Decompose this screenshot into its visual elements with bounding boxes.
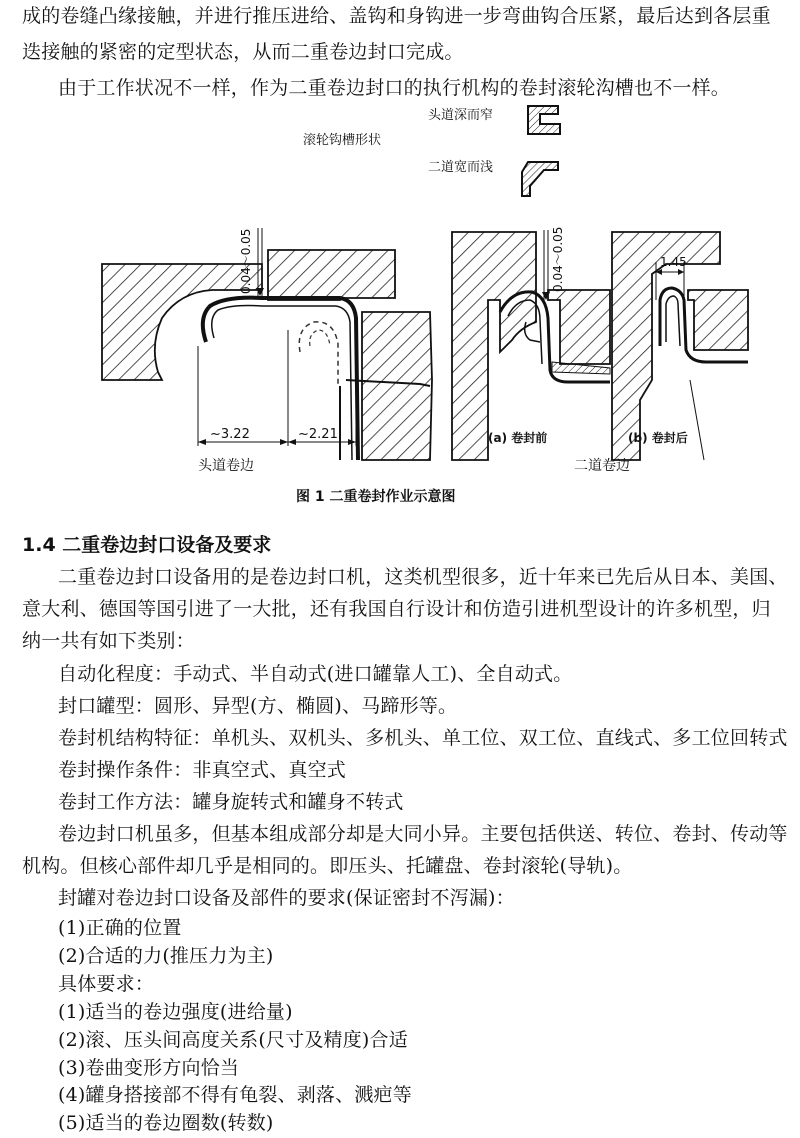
label-after: (b) 卷封后 — [628, 431, 688, 445]
detail-3: (3)卷曲变形方向恰当 — [58, 1057, 240, 1079]
para3: 封罐对卷边封口设备及部件的要求(保证密封不泻漏)： — [58, 887, 515, 909]
intro-line-1: 成的卷缝凸缘接触，并进行推压进给、盖钩和身钩进一步弯曲钩合压紧，最后达到各层重 — [22, 5, 771, 27]
dim-gap-right: 0.04～0.05 — [551, 226, 565, 292]
label-second-operation: 二道卷边 — [574, 458, 630, 474]
category-condition: 卷封操作条件：非真空式、真空式 — [58, 759, 347, 781]
groove-second-label: 二道宽而浅 — [428, 160, 494, 175]
detail-5: (5)适当的卷边圈数(转数) — [58, 1112, 274, 1134]
para2-line-2: 机构。但核心部件却几乎是相同的。即压头、托罐盘、卷封滚轮(导轨)。 — [22, 855, 633, 877]
dim-2-21: ~2.21 — [298, 427, 338, 442]
requirement-1: (1)正确的位置 — [58, 917, 182, 939]
label-first-operation: 头道卷边 — [198, 458, 254, 474]
groove-shape-label: 滚轮钩槽形状 — [303, 133, 382, 148]
category-can-type: 封口罐型：圆形、异型(方、椭圆)、马蹄形等。 — [58, 695, 458, 717]
second-operation-diagram — [452, 230, 748, 460]
category-structure: 卷封机结构特征：单机头、双机头、多机头、单工位、双工位、直线式、多工位回转式 — [58, 727, 788, 749]
detail-2: (2)滚、压头间高度关系(尺寸及精度)合适 — [58, 1029, 408, 1051]
detail-1: (1)适当的卷边强度(进给量) — [58, 1001, 293, 1023]
groove-deep-icon — [528, 106, 560, 134]
groove-first-label: 头道深而窄 — [428, 108, 494, 123]
intro-line-2: 迭接触的紧密的定型状态，从而二重卷边封口完成。 — [22, 41, 464, 63]
groove-shallow-icon — [522, 162, 558, 196]
requirement-2: (2)合适的力(推压力为主) — [58, 945, 274, 967]
para2-line-1: 卷边封口机虽多，但基本组成部分却是大同小异。主要包括供送、转位、卷封、传动等 — [58, 823, 788, 845]
category-method: 卷封工作方法：罐身旋转式和罐身不转式 — [58, 791, 404, 813]
intro-line-3: 由于工作状况不一样，作为二重卷边封口的执行机构的卷封滚轮沟槽也不一样。 — [58, 77, 731, 99]
detail-4: (4)罐身搭接部不得有龟裂、剥落、溅疤等 — [58, 1084, 412, 1106]
para1-line-1: 二重卷边封口设备用的是卷边封口机，这类机型很多，近十年来已先后从日本、美国、 — [58, 566, 788, 588]
first-operation-diagram — [102, 228, 432, 460]
section-heading: 1.4 二重卷边封口设备及要求 — [22, 534, 272, 556]
para1-line-2: 意大利、德国等国引进了一大批，还有我国自行设计和仿造引进机型设计的许多机型，归 — [22, 598, 771, 620]
category-automation: 自动化程度：手动式、半自动式(进口罐靠人工)、全自动式。 — [58, 663, 573, 685]
para1-line-3: 纳一共有如下类别： — [22, 630, 195, 652]
dim-1-45: 1.45 — [660, 255, 687, 269]
figure-caption: 图 1 二重卷封作业示意图 — [296, 489, 456, 505]
label-before: (a) 卷封前 — [488, 431, 548, 445]
dim-3-22: ~3.22 — [210, 427, 250, 442]
dim-gap-left: 0.04～0.05 — [239, 228, 253, 294]
detail-heading: 具体要求： — [58, 973, 155, 995]
